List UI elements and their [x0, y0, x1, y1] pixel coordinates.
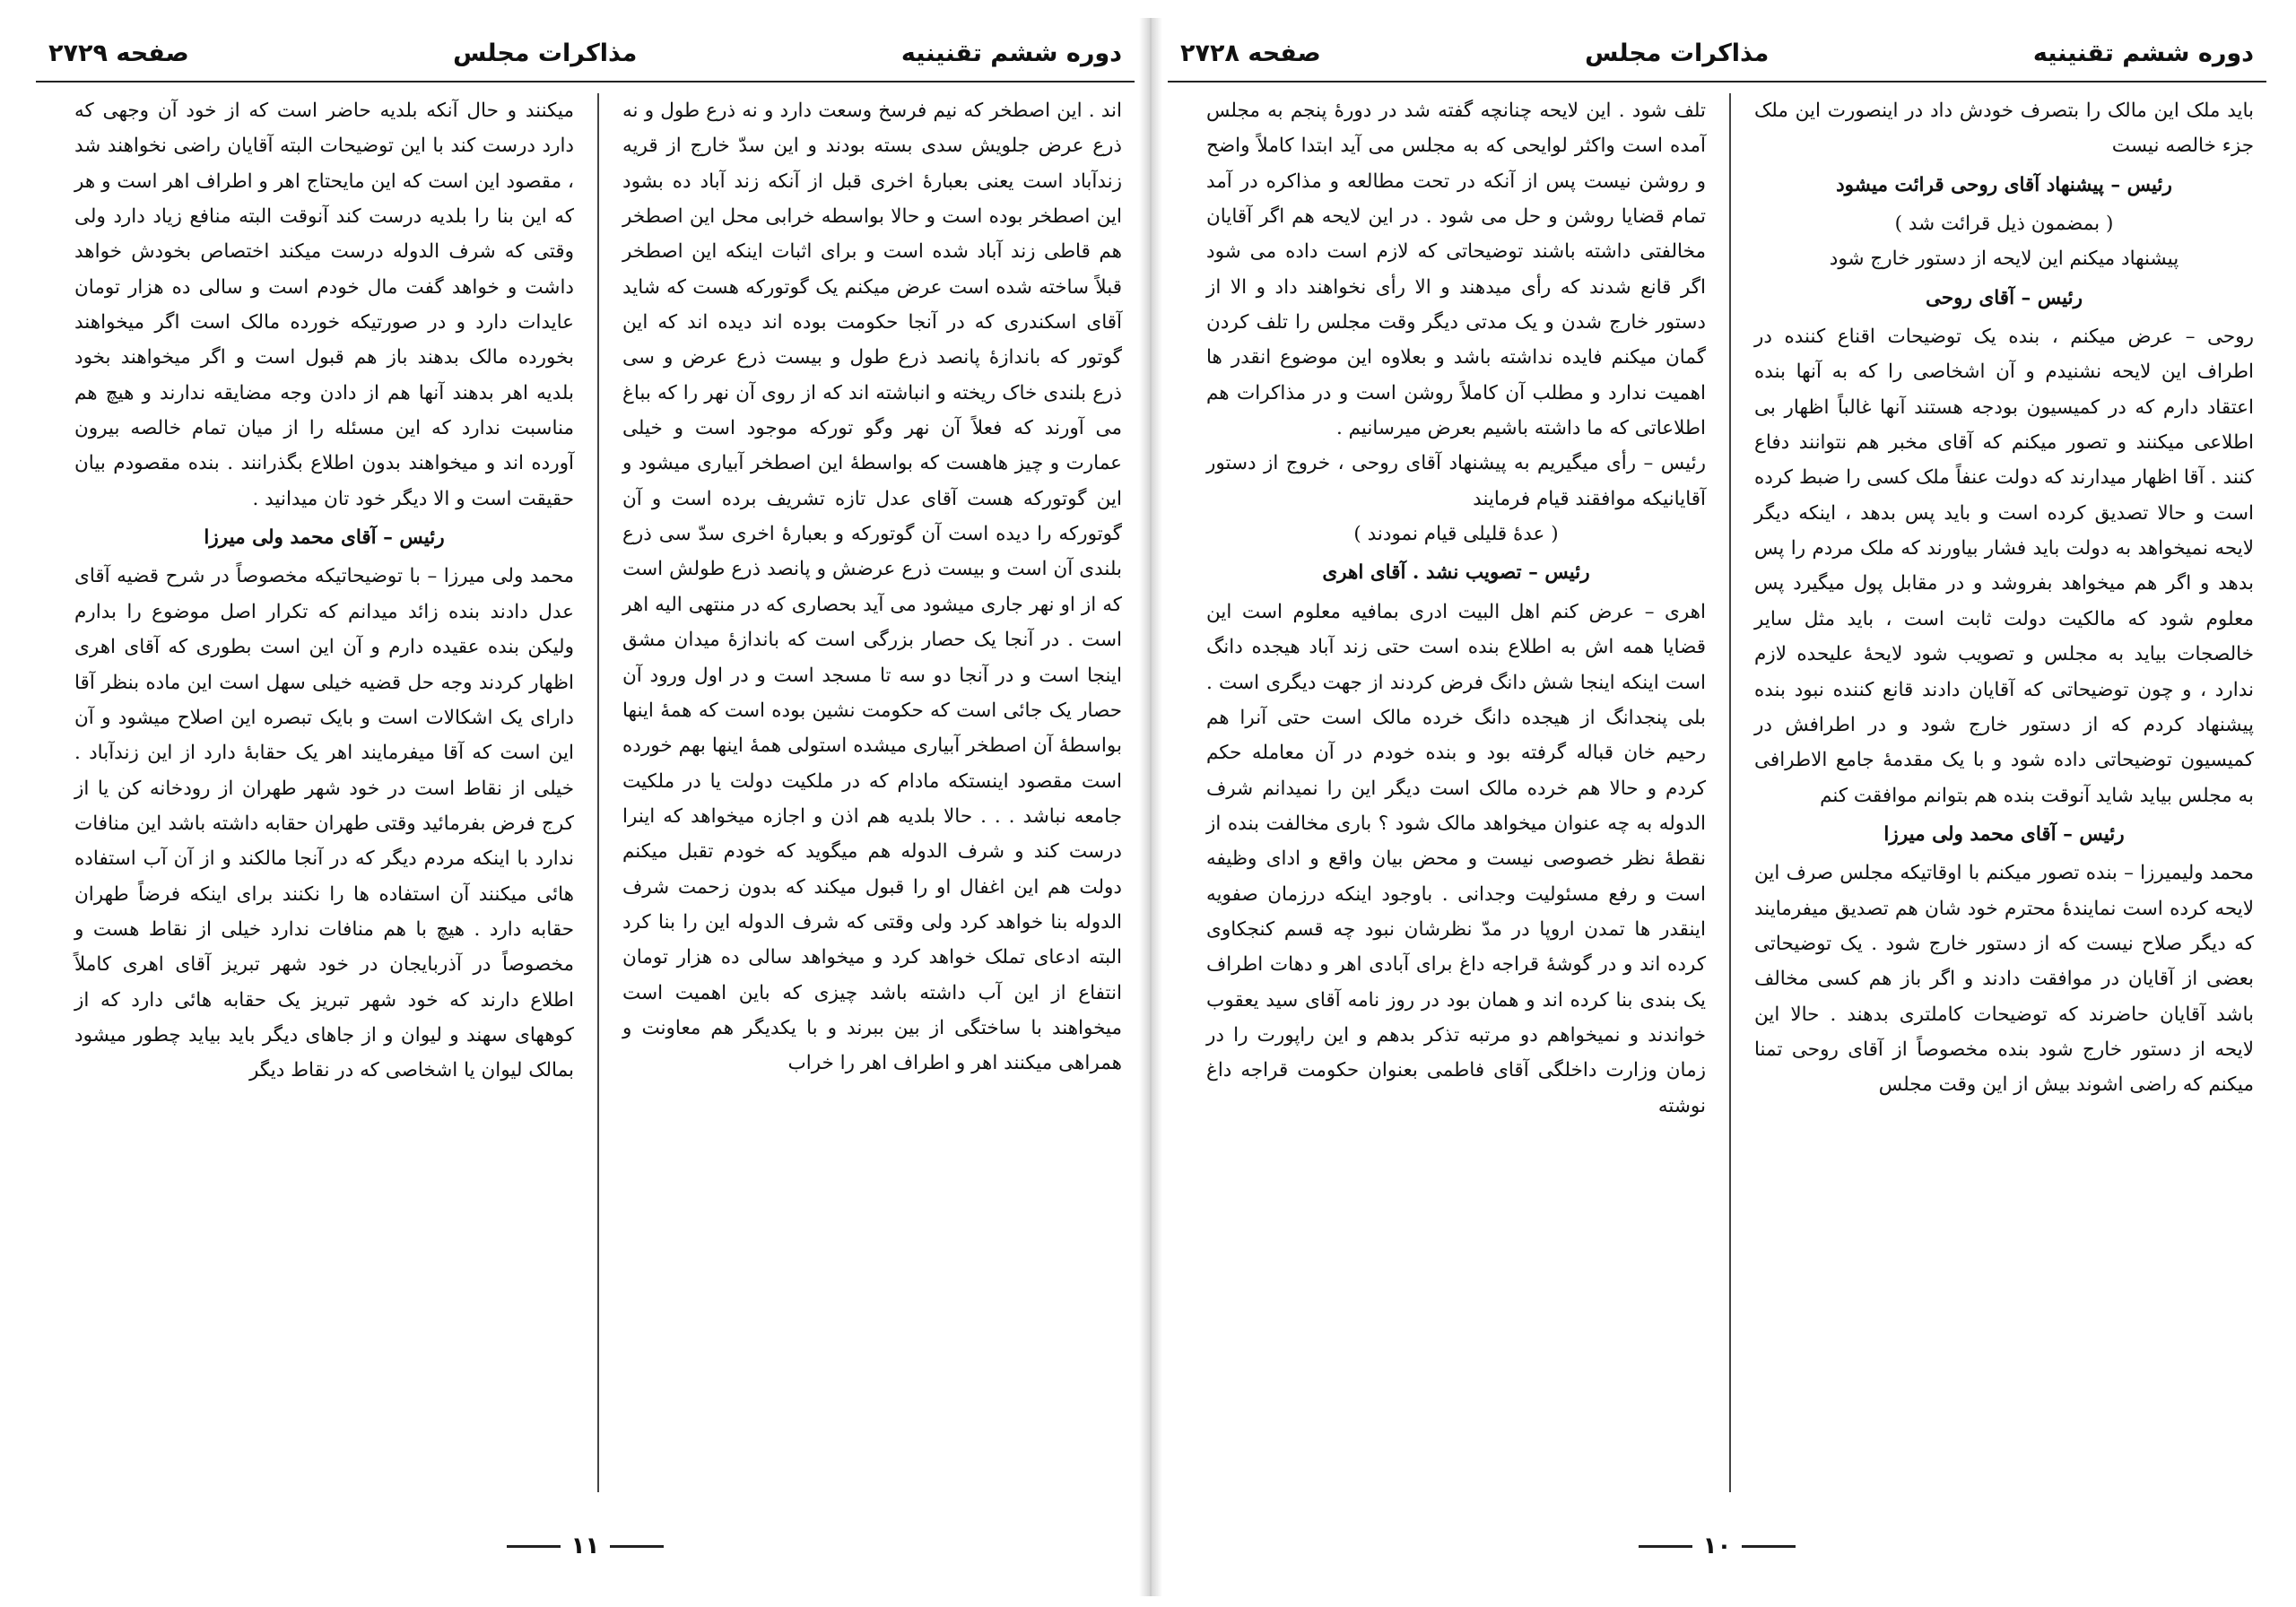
column-divider [597, 93, 599, 1492]
speaker-heading: رئیس – آقای روحی [1925, 286, 2083, 309]
left-page-columns [36, 93, 1135, 1501]
footer-page-number: ۱۰ [1702, 1533, 1732, 1559]
book-gutter [1139, 18, 1162, 1596]
paragraph: باید ملک این مالک را بتصرف خودش داد در اینصورت این ملک جزء خالصه نیست [1754, 100, 2254, 158]
page-title: مذاکرات مجلس [453, 39, 638, 67]
paragraph: روحی – عرض میکنم ، بنده یک توضیحات اقناع کننده در اطراف این لایحه نشنیدم و آن اشخاصی را که به آنها بنده اعتقاد دارم که در کمیسیون بودجه هستند آنها غالباً اظهار بی اطلاعی میکنند و تصور میکنم که آقای مخبر هم نتوانند دفاع کنند . آقا اظهار میدارند که دولت عنفاً ملک کسی را ضبط کرده است و حالا تصدیق کرده است و باید پس بدهد ، اینکه دیگر لایحه نمیخواهد به دولت باید فشار بیاورند که ملک مردم را پس بدهد و اگر هم میخواهد بفروشد و در مقابل پول میگیرد پس معلوم شود که مالکیت دولت ثابت است ، باید مثل سایر خالصجات بیاید به مجلس و تصویب شود لایحهٔ علیحده لازم ندارد ، و چون توضیحاتی که آقایان دادند قانع کننده نبود بنده پیشنهاد کردم که از دستور خارج شود و در اطرافش در کمیسیون توضیحاتی داده شود و با یک مقدمهٔ جامع الاطرافی به مجلس بیاید شاید آنوقت بنده هم بتوانم موافقت کنم [1754, 326, 2254, 807]
speaker-heading: رئیس – تصویب نشد . آقای اهری [1322, 561, 1590, 585]
page-title: مذاکرات مجلس [1585, 39, 1770, 67]
left-page [36, 39, 1135, 1564]
paragraph: رئیس – رأی میگیریم به پیشنهاد آقای روحی ، خروج از دستور آقایانیکه موافقند قیام فرمایند [1206, 452, 1706, 510]
paragraph: ( عدهٔ قلیلی قیام نمودند ) [1353, 523, 1559, 546]
footer-rule [1742, 1545, 1796, 1548]
footer-rule [1639, 1545, 1692, 1548]
left-page-header [36, 39, 1135, 83]
session-label: دوره ششم تقنینیه [2032, 39, 2254, 67]
paragraph: محمد ولیمیرزا – بنده تصور میکنم با اوقاتیکه مجلس صرف این لایحه کرده است نمایندهٔ محترم خود شان هم تصدیق میفرمایند که دیگر صلاح نیست که از دستور خارج شود . یک توضیحاتی بعضی از آقایان در موافقت دادند و اگر باز هم کسی مخالف باشد آقایان حاضرند که توضیحات کاملتری بدهند . حالا این لایحه از دستور خارج شود بنده مخصوصاً از آقای روحی تمنا میکنم که راضی اشوند بیش از این وقت مجلس [1754, 862, 2254, 1097]
paragraph: ( بمضمون ذیل قرائت شد ) [1894, 213, 2114, 236]
text-column-right [610, 93, 1135, 1492]
page-footer [36, 1528, 1135, 1564]
page-number: صفحه ۲۷۲۹ [48, 39, 189, 67]
speaker-heading: رئیس – آقای محمد ولی میرزا [204, 526, 445, 550]
footer-page-number: ۱۱ [570, 1533, 600, 1559]
text-column-left [62, 93, 587, 1492]
speaker-heading: رئیس – پیشنهاد آقای روحی قرائت میشود [1836, 173, 2172, 196]
speaker-heading: رئیس – آقای محمد ولی میرزا [1883, 822, 2125, 846]
paragraph: محمد ولی میرزا – با توضیحاتیکه مخصوصاً در شرح قضیه آقای عدل دادند بنده زائد میدانم که تکرار اصل موضوع را بدارم ولیکن بنده عقیده دارم و آن این است بطوری که آقای اهری اظهار کردند وجه حل قضیه خیلی سهل است این ماده بنظر آقا دارای یک اشکالات است و بایک تبصره این اصلاح میشود و آن این است که آقا میفرمایند اهر یک حقابهٔ دارد از این زندآباد . خیلی از نقاط است در خود شهر طهران از رودخانه کن یا از کرج فرض بفرمائید وقتی طهران حقابه داشته باشد این منافات ندارد با اینکه مردم دیگر که در آنجا مالکند و از آن آب استفاده هائی میکنند آن استفاده ها را نکنند برای اینکه فرضاً طهران حقابه دارد . هیچ با هم منافات ندارد خیلی از نقاط هست و مخصوصاً در آذربایجان در خود شهر تبریز آقای اهری کاملاً اطلاع دارند که خود شهر تبریز یک حقابه هائی دارد که از کوههای سهند و لیوان و از جاهای دیگر باید بیاید چطور میشود بمالک لیوان یا اشخاصی که در نقاط دیگر [74, 565, 574, 1082]
text-column-right [1742, 93, 2266, 1492]
paragraph: پیشنهاد میکنم این لایحه از دستور خارج شود [1829, 248, 2179, 271]
session-label: دوره ششم تقنینیه [900, 39, 1122, 67]
footer-rule [507, 1545, 561, 1548]
paragraph: اهری – عرض کنم اهل البیت ادری بمافیه معلوم است این قضایا همه اش به اطلاع بنده است حتی زند آباد هیجده دانگ است اینکه اینجا شش دانگ فرض کردند از جهت دیگری است . بلی پنجدانگ از هیجده دانگ خرده مالک است حتی آنرا هم رحیم خان قباله گرفته بود و بنده خودم در آن معامله حکم کردم و حالا هم خرده مالک است دیگر این را نمیدانم شرف الدوله به چه عنوان میخواهد مالک شود ؟ باری مخالفت بنده از نقطهٔ نظر خصوصی نیست و محض بیان واقع و ادای وظیفه است و رفع مسئولیت وجدانی . باوجود اینکه درزمان صفویه اینقدر ها تمدن اروپا در مدّ نظرشان نبود چه قسم کنجکاوی کرده اند و در گوشهٔ قراجه داغ برای آبادی اهر و دهات اطراف یک بندی بنا کرده اند و همان بود در روز نامه آقای سید یعقوب خواندند و نمیخواهم دو مرتبه تذکر بدهم و این راپورت را در زمان وزارت داخلگی آقای فاطمی بعنوان حکومت قراجه داغ نوشته [1206, 600, 1706, 1117]
paragraph: میکنند و حال آنکه بلدیه حاضر است که از خود آن وجهی که دارد درست کند با این توضیحات البته آقایان راضی نخواهند شد ، مقصود این است که این مایحتاج اهر و اطراف اهر است و هر که این بنا را بلدیه درست کند آنوقت البته منافع زیاد دارد ولی وقتی که شرف الدوله درست میکند اختصاص بخودش خواهد داشت و خواهد گفت مال خودم است و سالی ده هزار تومان عایدات دارد و در صورتیکه خورده مالک است اگر میخواهند بخورده مالک بدهند باز هم قبول است و اگر میخواهند بخود بلدیه اهر بدهند آنها هم از دادن وجه مضایقه ندارند و هیچ هم مناسبت ندارد که این مسئله را از میان تمام خالصه بیرون آورده اند و میخواهند بدون اطلاع بگذرانند . بنده مقصودم بیان حقیقت است و الا دیگر خود تان میدانید . [74, 100, 574, 510]
paragraph: تلف شود . این لایحه چنانچه گفته شد در دورهٔ پنجم به مجلس آمده است واکثر لوایحی که به مجلس می آید ابتدا کاملاً واضح و روشن نیست پس از آنکه در تحت مطالعه و مذاکره در آمد تمام قضایا روشن و حل می شود . در این لایحه هم اگر آقایان مخالفتی داشته باشند توضیحاتی که لازم است داده می شود اگر قانع شدند که رأی میدهند و الا رأی نخواهند داد و الا از دستور خارج شدن و یک مدتی دیگر وقت مجلس را تلف کردن گمان میکنم فایده نداشته باشد و بعلاوه این موضوع انقدر ها اهمیت ندارد و مطلب آن کاملاً روشن است و در مذاکرات هم اطلاعاتی که ما داشته باشیم بعرض میرسانیم . [1206, 100, 1706, 440]
page-footer [1168, 1528, 2266, 1564]
right-page [1168, 39, 2266, 1564]
paragraph: اند . این اصطخر که نیم فرسخ وسعت دارد و نه ذرع طول و نه ذرع عرض جلویش سدی بسته بودند و این سدّ خارج از قریه زندآباد است یعنی بعبارهٔ اخری قبل از آنکه زند آباد ده بشود این اصطخر بوده است و حالا بواسطه خرابی محل این اصطخر هم قاطی زند آباد شده است و برای اثبات اینکه این اصطخر قبلاً ساخته شده است عرض میکنم یک گوتورکه هست که شاید آقای اسکندری که در آنجا حکومت بوده اند دیده اند که این گوتور که باندازهٔ پانصد ذرع طول و بیست ذرع عرض و سی ذرع بلندی خاک ریخته و انباشته اند که از روی آن نهر را که بباغ می آورند که فعلاً آن نهر وگو تورکه موجود است و خیلی عمارت و چیز هاهست که بواسطهٔ این اصطخر آبیاری میشود و این گوتورکه هست آقای عدل تازه تشریف برده است و آن گوتورکه را دیده است آن گوتورکه و بعبارهٔ اخری سدّ سی ذرع بلندی آن است و بیست ذرع عرضش و پانصد ذرع طولش است که از او نهر جاری میشود می آید بحصاری که در منتهی الیه اهر است . در آنجا یک حصار بزرگی است که باندازهٔ میدان مشق اینجا است و در آنجا دو سه تا مسجد است و در اول ورود آن حصار یک جائی است که حکومت نشین بوده است که همهٔ اینها بواسطهٔ آن اصطخر آبیاری میشده استولی همهٔ اینها بهم خورده است مقصود اینستکه مادام که در ملکیت دولت یا در ملکیت جامعه نباشد . . . حالا بلدیه هم اذن و اجازه میخواهد که اینرا درست کند و شرف الدوله هم میگوید که خودم تقبل میکنم دولت هم این اغفال او را قبول میکند که بدون زحمت شرف الدوله بنا خواهد کرد ولی وقتی که شرف الدوله این را بنا کرد البته ادعای تملک خواهد کرد و میخواهد سالی ده هزار تومان انتفاع از این آب داشته باشد چیزی که باین اهمیت است میخواهند با ساختگی از بین ببرند و با یکدیگر هم معاونت و همراهی میکنند اهر و اطراف اهر را خراب [622, 100, 1122, 1075]
right-page-header [1168, 39, 2266, 83]
text-column-left [1194, 93, 1718, 1492]
footer-rule [610, 1545, 664, 1548]
page-number: صفحه ۲۷۲۸ [1180, 39, 1321, 67]
column-divider [1729, 93, 1731, 1492]
right-page-columns [1168, 93, 2266, 1501]
